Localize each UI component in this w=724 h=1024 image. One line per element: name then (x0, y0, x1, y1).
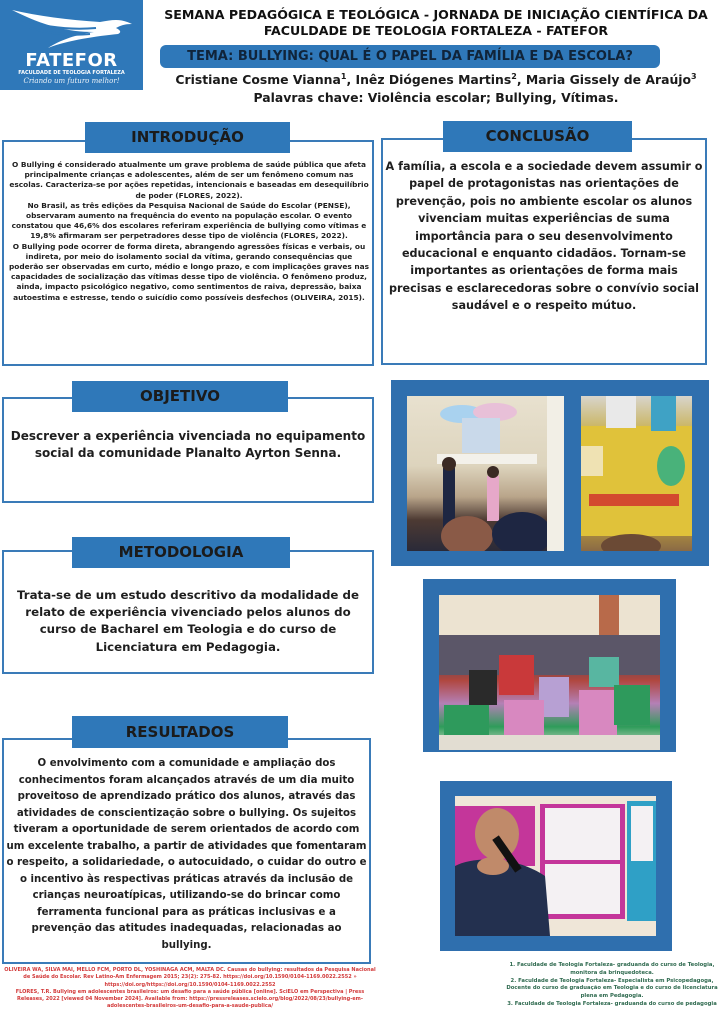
conclusao-heading: CONCLUSÃO (443, 121, 632, 152)
objetivo-heading: OBJETIVO (72, 381, 288, 412)
photo-children-audience (439, 595, 660, 750)
introducao-heading: INTRODUÇÃO (85, 122, 290, 153)
event-title-line2: FACULDADE DE TEOLOGIA FORTALEZA - FATEFOR (263, 23, 609, 38)
photo-table-activity (581, 396, 692, 551)
event-title-line1: SEMANA PEDAGÓGICA E TEOLÓGICA - JORNADA DE INICIAÇÃO CIENTÍFICA DA (164, 7, 708, 22)
metodologia-text: Trata-se de um estudo descritivo da modalidade de relato de experiência vivenciado pelos alunos do curso de Bacharel em Teologia e do curso de Licenciatura em Pedagogia. (17, 588, 359, 654)
objetivo-text: Descrever a experiência vivenciada no equipamento social da comunidade Planalto Ayrton Senna. (10, 429, 366, 460)
presentation-scene-image (407, 396, 564, 551)
references (4, 967, 376, 1011)
introducao-paragraph: O Bullying é considerado atualmente um grave problema de saúde pública que afeta principalmente crianças e adolescentes, além de ser um fenômeno comum nas escolas. Caracteriza-se por ações repetidas, intencionais e baseadas em desequilíbrio de poder (FLORES, 2022). (9, 160, 369, 200)
affiliation-item: 1. Faculdade de Teologia Fortaleza- graduanda do curso de Teologia, monitora da brinquedoteca. (509, 962, 715, 976)
metodologia-heading: METODOLOGIA (72, 537, 290, 568)
photo-speaker (455, 796, 656, 936)
logo-subtitle: FACULDADE DE TEOLOGIA FORTALEZA (18, 70, 125, 76)
reference-item: OLIVEIRA WA, SILVA MAI, MELLO FCM, PORTO DL, YOSHINAGA ACM, MALTA DC. Causas do bullying: resultados da Pesquisa Nacional de Saúde do Escolar. Rev Latino-Am Enfermagem 2015; 23(2): 275-82. https://doi.org/10.1590/0104-1169.0022.2552 » https://doi.org/https://doi.org/10.1590/0104-1169.0022.2552 (4, 967, 376, 988)
author-name: Cristiane Cosme Vianna (175, 72, 341, 88)
children-audience-image (439, 595, 660, 750)
author-mark: 1 (340, 72, 347, 81)
affiliations (500, 962, 724, 1009)
table-activity-image (581, 396, 692, 551)
conclusao-text: A família, a escola e a sociedade devem assumir o papel de protagonistas nas orientações de prevenção, pois no ambiente escolar os alunos vivenciam muitas experiências de suma importância para o seu desenvolvimento educacional e enquanto cidadãos. Tornam-se importantes as orientações de forma mais precisas e esclarecedoras sobre o convívio social saudável e o respeito mútuo. (385, 160, 703, 313)
logo-brand: FATEFOR (25, 50, 118, 71)
logo-slogan: Criando um futuro melhor! (23, 77, 120, 85)
author-separator: , (346, 72, 356, 88)
speaker-image (455, 796, 656, 936)
introducao-paragraph: O Bullying pode ocorrer de forma direta, abrangendo agressões físicas e verbais, ou indireta, por meio do isolamento social da vítima, gerando consequências que poderão ser observadas em curto, médio e longo prazo, e com implicações graves nas capacidades de socialização das vítimas desse tipo de violência. O fenômeno produz, ainda, impacto psicológico negativo, como sentimentos de raiva, depressão, baixa autoestima e estresse, tendo o suicídio como possíveis desfechos (OLIVEIRA, 2015). (9, 241, 369, 302)
theme-banner: TEMA: BULLYING: QUAL É O PAPEL DA FAMÍLIA E DA ESCOLA? (160, 45, 660, 68)
keywords-line: Palavras chave: Violência escolar; Bullying, Vítimas. (253, 90, 619, 105)
author-name: Inêz Diógenes Martins (355, 72, 512, 88)
eagle-wing-icon (8, 6, 136, 50)
resultados-heading: RESULTADOS (72, 716, 288, 748)
photo-presentation (407, 396, 564, 551)
introducao-paragraph: No Brasil, as três edições da Pesquisa Nacional de Saúde do Escolar (PENSE), observaram aumento na frequência do evento na população escolar. O evento constatou que 46,6% dos escolares referiram experiência de bullying como vítimas e 19,8% afirmaram ser perpetradores desse tipo de violência (FLORES, 2022). (11, 200, 367, 241)
author-separator: , (516, 72, 526, 88)
fatefor-logo (0, 0, 143, 90)
affiliation-item: 2. Faculdade de Teologia Fortaleza- Especialista em Psicopedagoga, Docente do curso de graduação em Teologia e do curso de licenciatura plena em Pedagogia. (506, 977, 718, 1000)
author-mark: 3 (691, 72, 697, 81)
reference-item: FLORES, T.R. Bullying em adolescentes brasileiros: um desafio para a saúde pública [online]. SciELO em Perspectiva | Press Releases, 2022 [viewed 04 November 2024]. Available from: https://pressreleases.scielo.org/blog/2022/08/23/bullying-em-adolescentes-brasileiros-um-desafio-para-a-saude-publica/ (15, 988, 365, 1010)
author-mark: 2 (511, 72, 517, 81)
introducao-text (8, 160, 370, 303)
authors-line (148, 68, 724, 89)
resultados-text: O envolvimento com a comunidade e ampliação dos conhecimentos foram alcançados através de um dia muito proveitoso de aprendizado prático dos alunos, através das atividades de conscientização sobre o bullying. Os sujeitos tiveram a oportunidade de serem orientados de acordo com um excelente trabalho, a partir de atividades que fomentaram o respeito, a solidariedade, o autocuidado, o cuidar do outro e o incentivo às respectivas práticas através da inclusão de crianças neuroatípicas, utilizando-se do brincar como ferramenta funcional para as práticas inclusivas e a prevenção das atitudes inadequadas, relacionadas ao bullying. (6, 758, 367, 951)
affiliation-item: 3. Faculdade de Teologia Fortaleza- graduanda do curso de pedagogia (507, 1000, 717, 1007)
author-name: Maria Gissely de Araújo (525, 72, 692, 88)
